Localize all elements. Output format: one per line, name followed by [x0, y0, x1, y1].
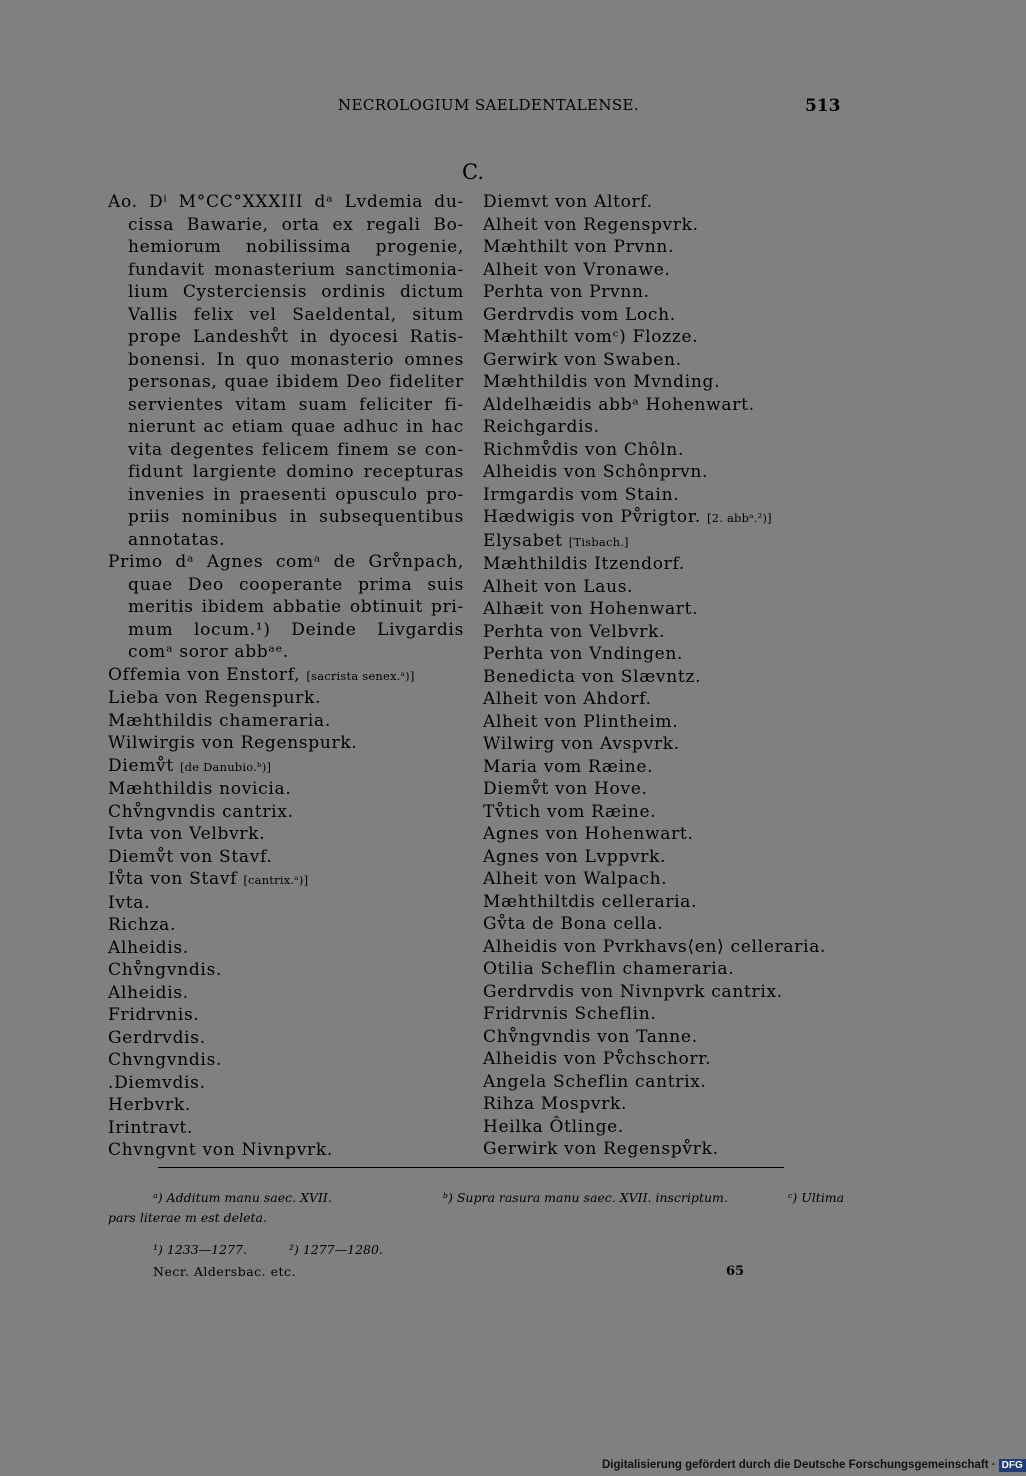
name-entry	[483, 530, 853, 554]
name-entry: Richmv̊dis von Chôln.	[483, 439, 685, 460]
name-entry: Otilia Scheflin chameraria.	[483, 959, 735, 979]
name-entry: Alheit von Laus.	[483, 576, 634, 597]
text-line: annotatas.	[128, 529, 226, 550]
name-entry: Mæhthilt vomᶜ) Flozze.	[483, 327, 699, 347]
name-text: Diemv̊t	[108, 755, 174, 776]
name-entry: Wilwirg von Avspvrk.	[483, 734, 680, 754]
footnote-a: ᵃ) Additum manu saec. XVII.	[153, 1190, 332, 1205]
text-line: hemiorum nobilissima progenie,	[128, 237, 464, 257]
name-entry	[483, 506, 853, 530]
name-entry: Gv̊ta de Bona cella.	[483, 914, 664, 934]
name-entry: Herbvrk.	[108, 1095, 191, 1115]
name-entry: Alheit von Vronawe.	[483, 259, 671, 280]
text-line: mum locum.¹) Deinde Livgardis	[128, 619, 464, 640]
text-line: Vallis felix vel Saeldental, situm	[128, 304, 464, 325]
name-text: Hædwigis von Pv̊rigtor.	[483, 507, 701, 527]
reference-1: ¹) 1233—1277.	[153, 1242, 247, 1257]
name-entry: Alheit von Regenspvrk.	[483, 214, 699, 235]
annotation: [2. abbᵃ.²)]	[707, 511, 772, 525]
text-line: fundavit monasterium sanctimonia-	[128, 259, 464, 280]
text-line: lium Cysterciensis ordinis dictum	[128, 282, 464, 302]
name-entry: Angela Scheflin cantrix.	[483, 1071, 707, 1092]
name-entry	[108, 664, 464, 688]
text-line: personas, quae ibidem Deo fideliter	[128, 372, 464, 392]
footnote-c: ᶜ) Ultima	[788, 1190, 845, 1205]
name-entry: Rihza Mospvrk.	[483, 1094, 628, 1114]
text-line: servientes vitam suam feliciter fi-	[128, 394, 464, 415]
text-line: Primo dᵃ Agnes comᵃ de Grv̊npach,	[108, 552, 464, 572]
name-entry: Perhta von Prvnn.	[483, 282, 650, 302]
funding-notice: Digitalisierung gefördert durch die Deutsche Forschungsgemeinschaft · DFG	[602, 1459, 1026, 1472]
name-entry: Alheit von Ahdorf.	[483, 689, 652, 709]
annotation: [sacrista senex.ᵃ)]	[306, 668, 415, 683]
name-entry: Perhta von Vndingen.	[483, 644, 684, 664]
right-column	[483, 191, 853, 1161]
name-entry: Chv̊ngvndis cantrix.	[108, 801, 294, 822]
name-entry: Gerdrvdis von Nivnpvrk cantrix.	[483, 981, 783, 1002]
name-entry: Agnes von Hohenwart.	[483, 824, 694, 844]
name-entry: Mæhthiltdis celleraria.	[483, 891, 698, 912]
name-entry: Irmgardis vom Stain.	[483, 484, 680, 505]
name-entry: Chv̊ngvndis.	[108, 960, 223, 980]
name-entry: Alhæit von Hohenwart.	[483, 599, 699, 619]
text-line: fidunt largiente domino recepturas	[128, 462, 464, 482]
name-entry: Mæhthildis chameraria.	[108, 710, 331, 731]
name-entry: Mæhthilt von Prvnn.	[483, 237, 675, 257]
name-entry: Maria vom Ræine.	[483, 756, 654, 777]
name-entry: Agnes von Lvppvrk.	[483, 846, 667, 867]
text-line: comᵃ soror abbᵃᵉ.	[128, 642, 290, 662]
annotation: [de Danubio.ᵇ)]	[180, 759, 272, 774]
name-entry	[108, 868, 464, 892]
name-entry: Perhta von Velbvrk.	[483, 621, 666, 642]
name-entry: Gerdrvdis.	[108, 1027, 206, 1048]
name-entry: Diemv̊t von Hove.	[483, 779, 648, 799]
name-entry: Mæhthildis von Mvnding.	[483, 372, 721, 392]
text-line: nierunt ac etiam quae adhuc in hac	[128, 417, 464, 437]
name-entry: Mæhthildis Itzendorf.	[483, 554, 685, 574]
left-column	[108, 191, 464, 1162]
text-line: prope Landeshv̊t in dyocesi Ratis-	[128, 327, 464, 347]
page-number: 513	[805, 96, 841, 116]
name-entry: Gerdrvdis vom Loch.	[483, 304, 676, 325]
name-entry: Fridrvnis.	[108, 1005, 200, 1025]
name-entry: Fridrvnis Scheflin.	[483, 1004, 657, 1024]
text-line: Ao. Dⁱ M°CC°XXXIII dᵃ Lvdemia du-	[108, 192, 464, 212]
signature-number: 65	[726, 1264, 745, 1279]
footnote-divider	[158, 1167, 784, 1168]
name-entry: Reichgardis.	[483, 417, 600, 437]
name-entry: Alheidis von Schônprvn.	[483, 462, 709, 482]
text-line: meritis ibidem abbatie obtinuit pri-	[128, 597, 464, 617]
name-text: Elysabet	[483, 530, 563, 551]
funding-text: Digitalisierung gefördert durch die Deutsche Forschungsgemeinschaft	[602, 1459, 989, 1471]
text-line: invenies in praesenti opusculo pro-	[128, 484, 464, 505]
running-title: NECROLOGIUM SAELDENTALENSE.	[338, 96, 640, 114]
footnotes	[108, 1188, 845, 1228]
text-line: quae Deo cooperante prima suis	[128, 574, 464, 595]
reference-2: ²) 1277—1280.	[288, 1242, 383, 1257]
name-entry: Chv̊ngvndis von Tanne.	[483, 1026, 698, 1047]
signature-mark: Necr. Aldersbac. etc.	[153, 1264, 296, 1279]
footnote-b: ᵇ) Supra rasura manu saec. XVII. inscriptum.	[443, 1190, 728, 1205]
name-entry: Ivta.	[108, 892, 151, 913]
name-entry: Alheidis von Pvrkhavs⟨en⟩ celleraria.	[483, 936, 827, 957]
footnote-c-continuation: pars literae m est deleta.	[108, 1210, 267, 1225]
text-line: bonensi. In quo monasterio omnes	[128, 349, 464, 370]
name-entry: Alheit von Walpach.	[483, 869, 668, 889]
section-letter: C.	[462, 160, 484, 184]
name-entry: .Diemvdis.	[108, 1072, 206, 1093]
name-entry: Alheidis von Pv̊chschorr.	[483, 1049, 712, 1069]
annotation: [Tisbach.]	[568, 534, 629, 549]
text-line: cissa Bawarie, orta ex regali Bo-	[128, 214, 464, 235]
name-text: Offemia von Enstorf,	[108, 664, 301, 685]
name-entry: Diemvt von Altorf.	[483, 192, 653, 212]
name-entry: Diemv̊t von Stavf.	[108, 846, 273, 867]
name-entry: Chvngvnt von Nivnpvrk.	[108, 1140, 333, 1160]
name-entry: Benedicta von Slævntz.	[483, 666, 702, 687]
name-entry: Gerwirk von Swaben.	[483, 349, 682, 370]
name-entry: Heilka Ôtlinge.	[483, 1116, 625, 1137]
name-entry: Lieba von Regenspurk.	[108, 688, 322, 708]
dfg-logo-icon: DFG	[999, 1459, 1026, 1472]
name-entry: Gerwirk von Regenspv̊rk.	[483, 1139, 719, 1159]
name-entry: Alheidis.	[108, 982, 189, 1003]
name-entry: Mæhthildis novicia.	[108, 779, 292, 799]
name-entry: Tv̊tich vom Ræine.	[483, 801, 657, 822]
name-entry: Alheidis.	[108, 937, 189, 958]
name-entry: Irintravt.	[108, 1117, 194, 1138]
name-entry: Alheit von Plintheim.	[483, 711, 679, 732]
name-entry: Richza.	[108, 915, 177, 935]
date-references	[153, 1242, 421, 1257]
name-entry: Ivta von Velbvrk.	[108, 824, 266, 844]
name-entry: Wilwirgis von Regenspurk.	[108, 733, 358, 753]
name-entry: Aldelhæidis abbᵃ Hohenwart.	[483, 394, 755, 415]
name-entry: Chvngvndis.	[108, 1050, 223, 1070]
name-text: Iv̊ta von Stavf	[108, 869, 238, 889]
annotation: [cantrix.ᵃ)]	[243, 873, 309, 887]
text-line: priis nominibus in subsequentibus	[128, 507, 464, 527]
text-line: vita degentes felicem finem se con-	[128, 439, 464, 460]
name-entry	[108, 755, 464, 779]
